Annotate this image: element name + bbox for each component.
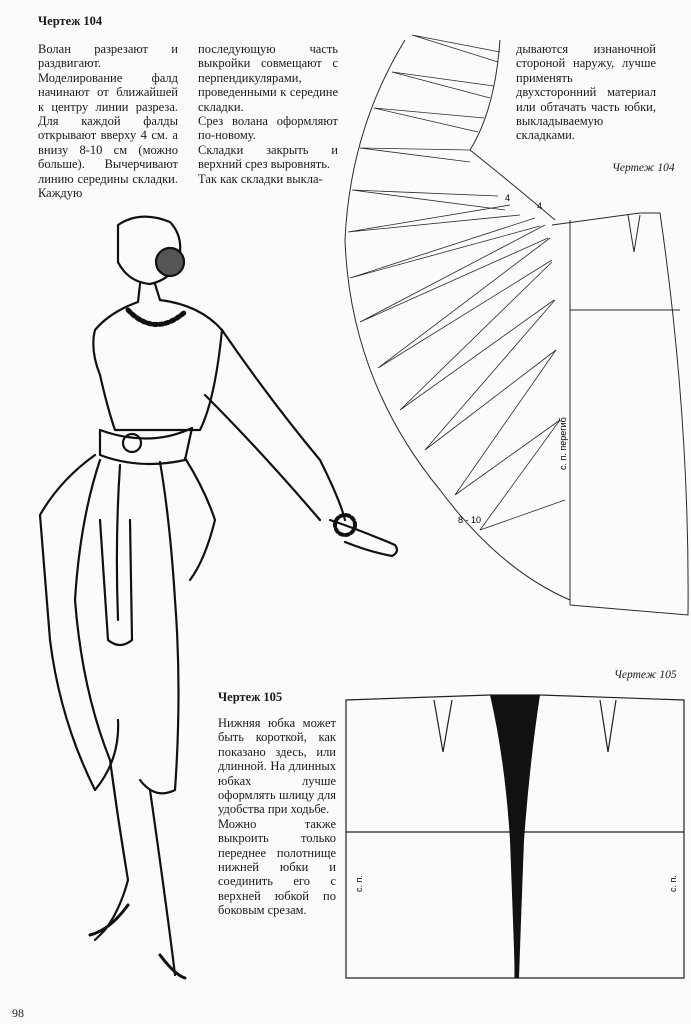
drape-fold-2 <box>117 465 120 620</box>
figure-105-right-label: с. п. <box>668 875 678 892</box>
figure-105-drawing <box>340 685 685 985</box>
side-gusset <box>490 695 540 978</box>
dart-left <box>434 700 452 752</box>
text-column-1-body: Волан разрезают и раздвигают. Моделирование фалд начинают от ближайшей к центру линии разреза. Для каждой фалды открывают вверху 4 см. а внизу 8-10 см (можно больше). Вычерчивают линию середины складки. Каждую <box>38 42 178 201</box>
skirt-outline <box>552 213 688 615</box>
text-column-3-body: дываются изнаночной стороной наружу, лучше применять двухсторонний материал или обтачать часть юбки, выкладываемую складками. <box>516 42 656 143</box>
figure-104-fold-label: с. п. перегиб <box>558 417 568 470</box>
section-105-heading: Чертеж 105 <box>218 690 283 704</box>
flounce-inner <box>470 40 555 220</box>
figure-104-label-bottom: 8 - 10 <box>458 515 482 525</box>
page-number: 98 <box>12 1006 24 1020</box>
hair-bun <box>156 248 184 276</box>
left-shoulder <box>93 284 140 375</box>
drape-fold-1 <box>75 460 110 760</box>
left-shoe <box>90 905 128 935</box>
right-leg <box>150 790 175 975</box>
text-column-2 <box>198 42 338 186</box>
figure-104-caption: Чертеж 104 <box>612 162 675 174</box>
drape-fold-3 <box>140 462 179 793</box>
figure-104-label-top-a: 4 <box>537 201 543 211</box>
figure-105-caption: Чертеж 105 <box>614 669 677 681</box>
section-104-heading: Чертеж 104 <box>38 14 103 28</box>
dart-right <box>600 700 616 752</box>
blouse <box>100 330 222 430</box>
text-column-2-body: последующую часть выкройки совмещают с перпендикулярами, проведенными к середине складки. Срез волана оформляют по-новому. Складки закрыть и верхний срез выровнять. Так как складки выкла- <box>198 42 338 186</box>
right-hand <box>330 520 397 556</box>
skirt-dart <box>628 215 640 252</box>
belt <box>100 428 192 464</box>
drape-right <box>185 458 215 580</box>
right-arm <box>205 330 345 520</box>
figure-105-left-label: с. п. <box>354 875 364 892</box>
necklace <box>128 310 185 325</box>
text-column-105-body: Нижняя юбка может быть короткой, как показано здесь, или длинной. На длинных юбках лучше оформлять шлицу для удобства при ходьбе. Можно также выкроить только переднее полотнище нижней юбки и соединить его с верхней юбкой по боковым срезам. <box>218 716 336 918</box>
figure-104-label-top-b: 4 <box>505 193 511 203</box>
text-column-105 <box>218 716 336 918</box>
text-column-1 <box>38 42 178 200</box>
